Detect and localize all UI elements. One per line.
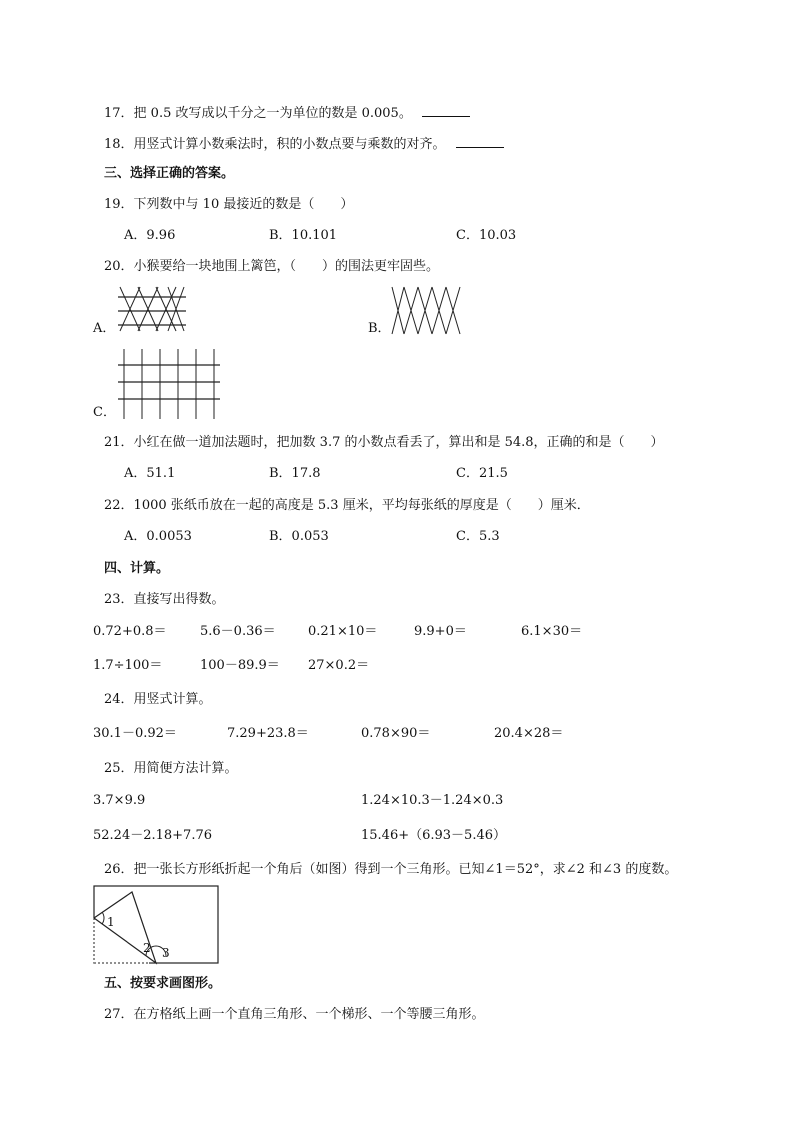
calc-item: 0.72+0.8＝ xyxy=(93,624,167,639)
option-a[interactable]: A．9.96 xyxy=(124,228,176,243)
option-b[interactable]: B．0.053 xyxy=(269,529,329,544)
answer-blank[interactable] xyxy=(422,104,470,117)
option-c[interactable]: C．21.5 xyxy=(456,466,508,481)
option-c[interactable]: C．10.03 xyxy=(456,228,517,243)
calc-item: 52.24－2.18+7.76 xyxy=(93,828,212,843)
question-20-text: 20．小猴要给一块地围上篱笆，（ ）的围法更牢固些。 xyxy=(104,259,440,274)
question-21-text: 21．小红在做一道加法题时，把加数 3.7 的小数点看丢了，算出和是 54.8，正确的和是（ ） xyxy=(104,435,664,450)
question-27-text: 27．在方格纸上画一个直角三角形、一个梯形、一个等腰三角形。 xyxy=(104,1007,485,1022)
calc-item: 15.46+（6.93－5.46） xyxy=(361,828,506,843)
calc-item: 100－89.9＝ xyxy=(200,658,280,673)
question-22-text: 22．1000 张纸币放在一起的高度是 5.3 厘米，平均每张纸的厚度是（ ）厘米． xyxy=(104,498,590,513)
question-19-text: 19．下列数中与 10 最接近的数是（ ） xyxy=(104,197,354,212)
answer-blank[interactable] xyxy=(456,135,504,148)
calc-item: 7.29+23.8＝ xyxy=(227,726,309,741)
calc-item: 27×0.2＝ xyxy=(308,658,370,673)
fence-diagram-a xyxy=(118,287,186,331)
section-5-title: 五、按要求画图形。 xyxy=(104,976,222,991)
fence-diagram-c xyxy=(118,349,220,419)
calc-item: 30.1－0.92＝ xyxy=(93,726,177,741)
calc-item: 20.4×28＝ xyxy=(494,726,564,741)
option-c[interactable]: C．5.3 xyxy=(456,529,500,544)
option-b[interactable]: B．10.101 xyxy=(269,228,338,243)
calc-item: 0.78×90＝ xyxy=(361,726,431,741)
angle-label-3: 3 xyxy=(162,946,170,960)
question-17-text: 17．把 0.5 改写成以千分之一为单位的数是 0.005。 xyxy=(104,106,412,121)
question-24-text: 24．用竖式计算。 xyxy=(104,692,212,707)
option-a[interactable]: A． xyxy=(93,321,116,336)
option-a[interactable]: A．0.0053 xyxy=(124,529,192,544)
question-18 xyxy=(104,135,504,153)
calc-item: 1.7÷100＝ xyxy=(93,658,163,673)
question-23-text: 23．直接写出得数。 xyxy=(104,592,225,607)
calc-item: 0.21×10＝ xyxy=(308,624,378,639)
question-25-text: 25．用简便方法计算。 xyxy=(104,761,238,776)
calc-item: 1.24×10.3－1.24×0.3 xyxy=(361,793,504,808)
fence-diagram-b xyxy=(392,287,460,334)
angle-label-2: 2 xyxy=(143,941,151,955)
calc-item: 3.7×9.9 xyxy=(93,793,146,808)
calc-item: 6.1×30＝ xyxy=(521,624,583,639)
calc-item: 5.6－0.36＝ xyxy=(200,624,276,639)
option-c[interactable]: C． xyxy=(93,405,116,420)
section-4-title: 四、计算。 xyxy=(104,561,170,576)
calc-item: 9.9+0＝ xyxy=(414,624,467,639)
angle-label-1: 1 xyxy=(107,915,115,929)
question-26-text: 26．把一张长方形纸折起一个角后（如图）得到一个三角形。已知∠1＝52°，求∠2 和∠3 的度数。 xyxy=(104,862,678,877)
question-18-text: 18．用竖式计算小数乘法时，积的小数点要与乘数的对齐。 xyxy=(104,137,446,152)
option-a[interactable]: A．51.1 xyxy=(124,466,176,481)
question-17 xyxy=(104,104,470,122)
section-3-title: 三、选择正确的答案。 xyxy=(104,166,235,181)
option-b[interactable]: B． xyxy=(368,321,391,336)
option-b[interactable]: B．17.8 xyxy=(269,466,321,481)
